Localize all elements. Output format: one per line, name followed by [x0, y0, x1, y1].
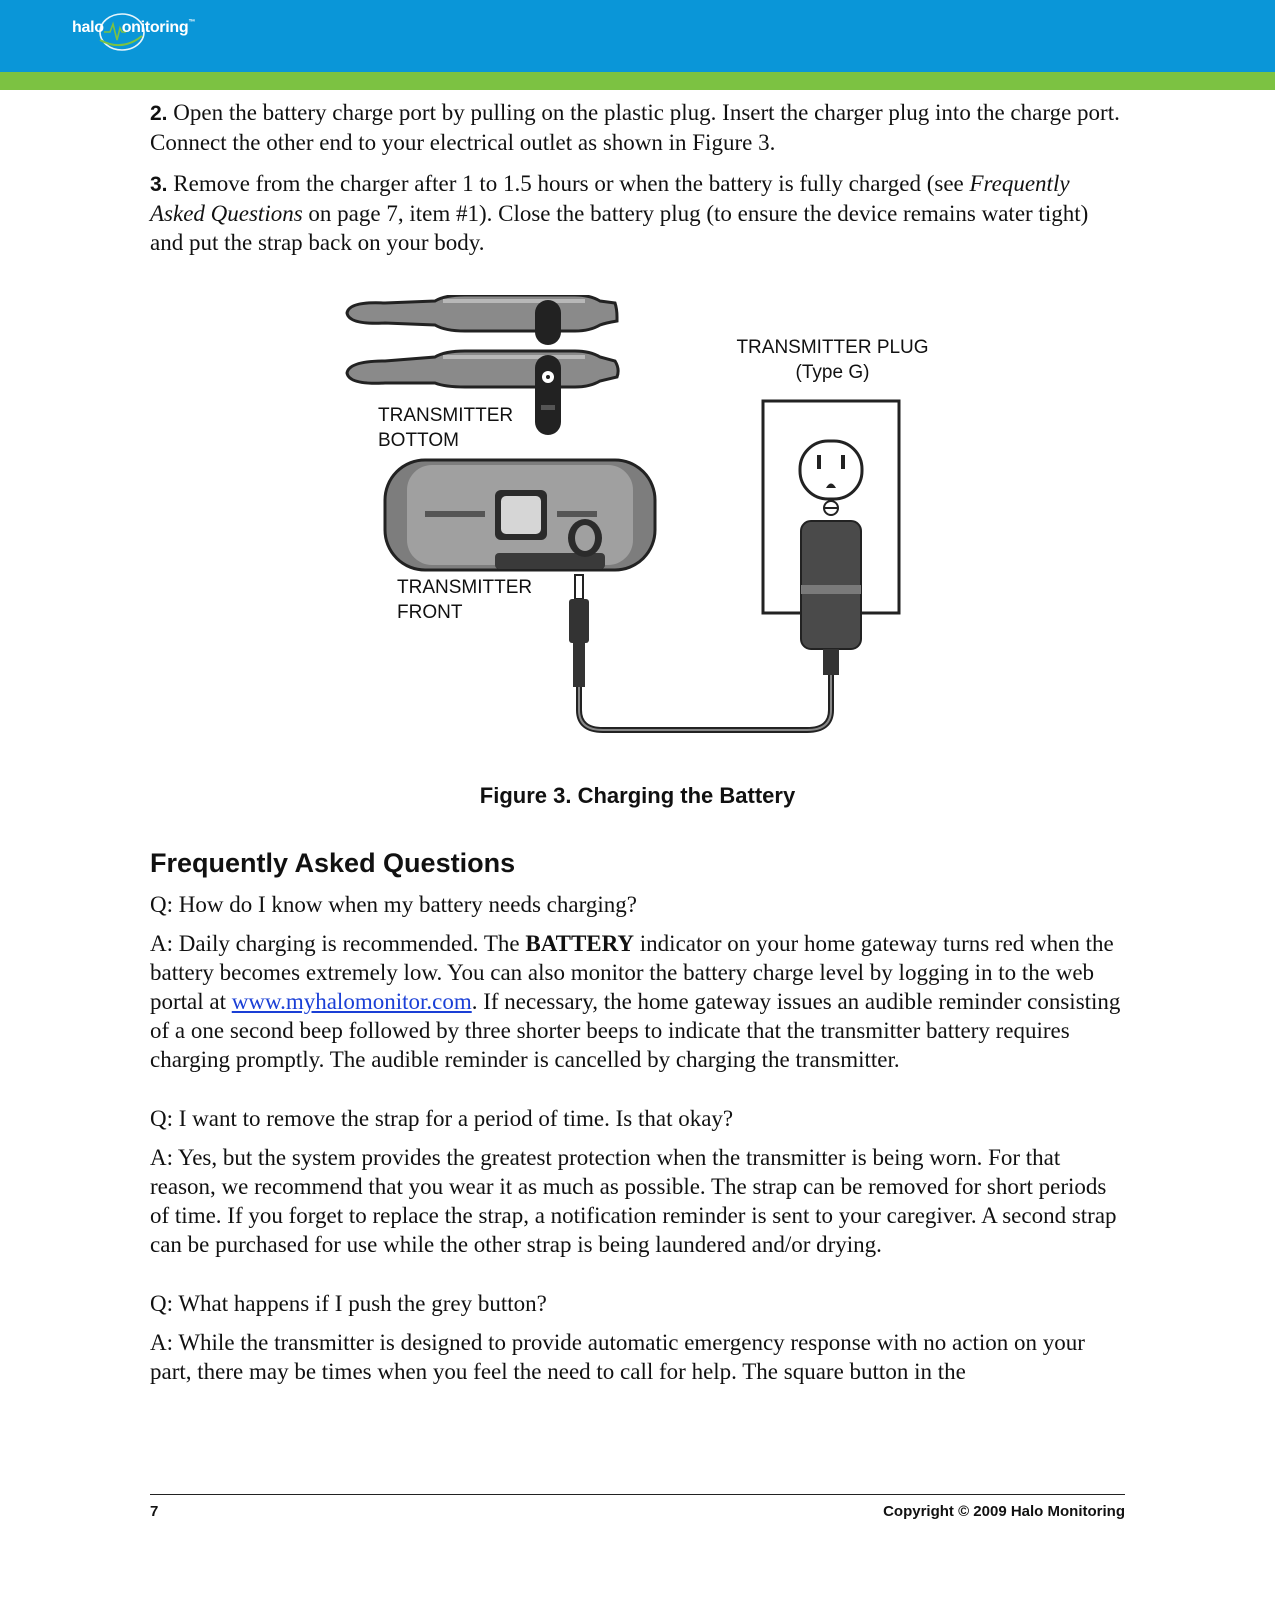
- footer-divider: [150, 1494, 1125, 1495]
- faq-question: Q: How do I know when my battery needs charging?: [150, 892, 637, 917]
- battery-keyword: BATTERY: [525, 931, 635, 956]
- label-transmitter-plug: TRANSMITTER PLUG (Type G): [736, 337, 929, 383]
- page-number: 7: [150, 1503, 159, 1520]
- figure-caption: Figure 3. Charging the Battery: [479, 783, 796, 808]
- web-portal-link[interactable]: www.myhalomonitor.com: [231, 989, 472, 1014]
- faq-reference: Frequently Asked Questions: [150, 171, 1070, 226]
- label-transmitter-bottom: TRANSMITTER BOTTOM: [378, 405, 514, 451]
- charger-plug-icon: [569, 575, 589, 687]
- instructions-section: [150, 98, 1125, 257]
- copyright-notice: Copyright © 2009 Halo Monitoring: [883, 1503, 1125, 1520]
- faq-answer: A: While the transmitter is designed to provide automatic emergency response with no action on your part, there may be times when you feel the need to call for help. The square button in the: [150, 1330, 1085, 1384]
- transmitter-front-icon: [385, 460, 655, 570]
- step-text: Remove from the charger after 1 to 1.5 hours or when the battery is fully charged (see: [173, 171, 970, 196]
- halo-monitoring-logo: [64, 6, 204, 58]
- faq-answer: A: Yes, but the system provides the greatest protection when the transmitter is being worn. For that reason, we recommend that you wear it as much as possible. The strap can be removed for short periods of time. If you forget to replace the strap, a notification reminder is sent to your caregiver. A second strap can be purchased for use while the other strap is being laundered and/or drying.: [150, 1145, 1117, 1257]
- charger-adapter-icon: [801, 521, 861, 675]
- figure-charging-battery: [345, 295, 960, 765]
- logo-text: halo onitoring™: [72, 19, 196, 36]
- faq-answer: A: Daily charging is recommended. The BATTERY indicator on your home gateway turns red when the battery becomes extremely low. You can also monitor the battery charge level by logging in to the web portal at www.myhalomonitor.com. If necessary, the home gateway issues an audible reminder consisting of a one second beep followed by three shorter beeps to indicate that the transmitter battery requires charging promptly. The audible reminder is cancelled by charging the transmitter.: [150, 931, 1121, 1072]
- step-2: [150, 98, 1125, 157]
- step-text: Open the battery charge port by pulling on the plastic plug. Insert the charger plug into the charge port. Connect the other end to your electrical outlet as shown in Figure 3.: [150, 100, 1120, 155]
- header-accent-stripe: [0, 72, 1275, 90]
- label-transmitter-front: TRANSMITTER FRONT: [397, 577, 533, 623]
- faq-question: Q: I want to remove the strap for a period of time. Is that okay?: [150, 1106, 734, 1131]
- faq-question: Q: What happens if I push the grey button?: [150, 1291, 547, 1316]
- header-bar: [0, 0, 1275, 72]
- step-text: on page 7, item #1). Close the battery plug (to ensure the device remains water tight) and put the strap back on your body.: [150, 201, 1089, 255]
- step-3: [150, 169, 1125, 257]
- step-number: 2.: [150, 102, 168, 125]
- faq-heading: Frequently Asked Questions: [150, 848, 516, 878]
- step-number: 3.: [150, 173, 168, 196]
- faq-section: [150, 846, 1125, 1386]
